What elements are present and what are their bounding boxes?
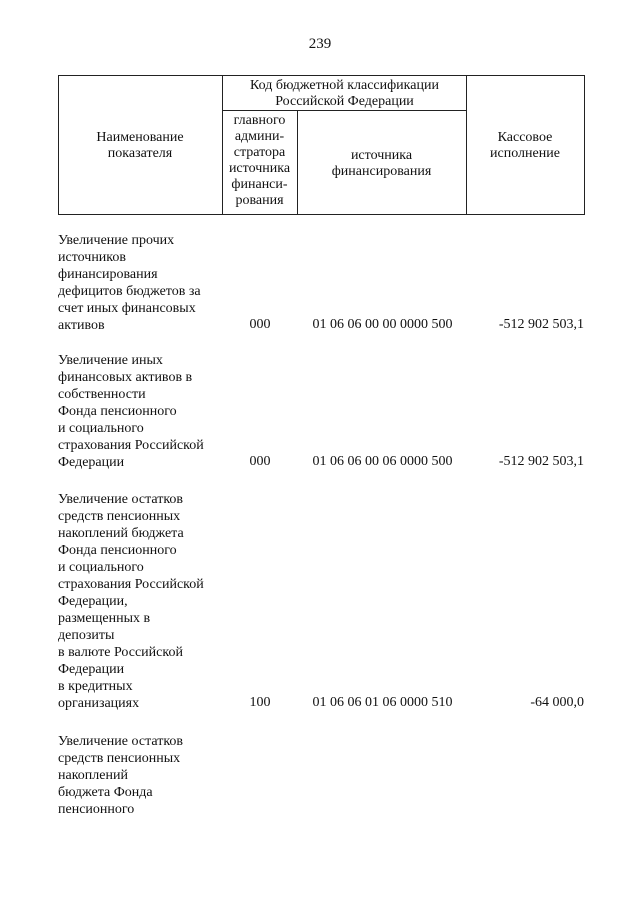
row-admin-code: 000: [249, 454, 271, 469]
row-name: Увеличение иных финансовых активов в собственности Фонда пенсионного и социального страхования Российской Федерации: [58, 353, 204, 470]
header-border-right: [584, 75, 585, 215]
page-number: 239: [308, 36, 332, 52]
header-name: Наименование показателя: [96, 130, 184, 161]
row-name: Увеличение остатков средств пенсионных накоплений бюджета Фонда пенсионного и социального страхования Российской Федерации, размещенных в депозиты в валюте Российской Федерации в кредитных организациях: [58, 492, 204, 711]
header-top-border: [58, 75, 585, 76]
row-amount: -512 902 503,1: [498, 317, 584, 332]
header-amount: Кассовое исполнение: [490, 130, 560, 161]
row-name: Увеличение прочих источников финансирования дефицитов бюджетов за счет иных финансовых активов: [58, 233, 201, 333]
row-source-code: 01 06 06 00 00 0000 500: [312, 317, 453, 332]
row-source-code: 01 06 06 01 06 0000 510: [312, 695, 453, 710]
header-mid-border: [222, 110, 467, 111]
header-code-group: Код бюджетной классификации Российской Федерации: [250, 78, 439, 109]
row-admin-code: 100: [249, 695, 271, 710]
header-source: источника финансирования: [331, 148, 432, 179]
row-amount: -64 000,0: [530, 695, 584, 710]
row-source-code: 01 06 06 00 06 0000 500: [312, 454, 453, 469]
header-admin: главного админи- стратора источника финанси- рования: [228, 113, 291, 208]
header-bottom-border: [58, 214, 585, 215]
row-admin-code: 000: [249, 317, 271, 332]
row-name: Увеличение остатков средств пенсионных накоплений бюджета Фонда пенсионного: [58, 734, 184, 817]
row-amount: -512 902 503,1: [498, 454, 584, 469]
